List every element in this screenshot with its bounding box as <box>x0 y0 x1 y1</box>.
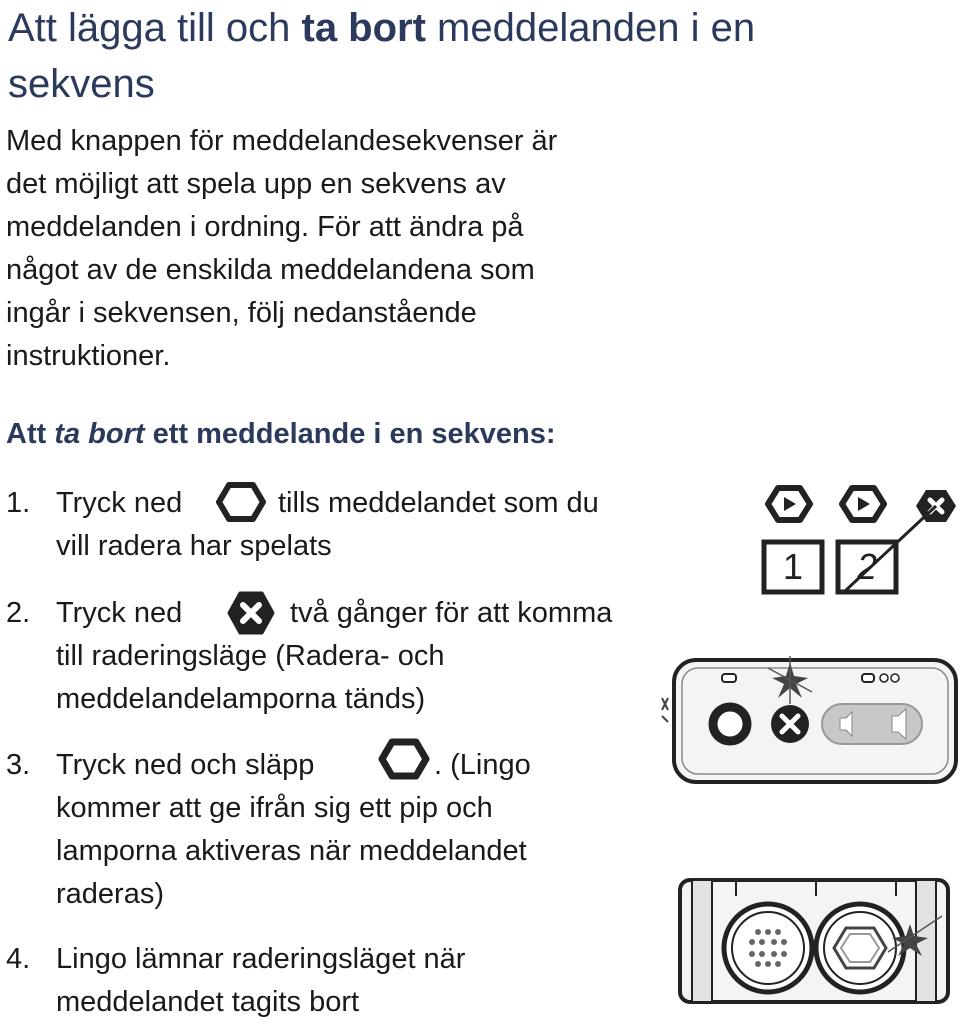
speaker-grille <box>724 904 812 992</box>
play-hexagon-icon <box>768 488 810 520</box>
record-button <box>713 707 747 741</box>
step-number: 4. <box>6 943 31 975</box>
intro-line: meddelanden i ordning. För att ändra på <box>6 211 524 243</box>
sequence-box-label-1: 1 <box>782 546 804 587</box>
device-control-panel-illustration <box>660 654 960 784</box>
step-text-line4: raderas) <box>56 878 164 910</box>
step-3 <box>6 744 696 924</box>
page-title <box>8 0 948 112</box>
step-text: Lingo lämnar raderingsläget när <box>56 943 466 975</box>
step-2 <box>6 592 696 722</box>
device-bottom-illustration <box>676 876 952 1004</box>
subhead-italic: ta bort <box>54 418 145 450</box>
step-text: Tryck ned <box>56 487 183 519</box>
step-text-line2: till raderingsläge (Radera- och <box>56 640 445 672</box>
step-text-line3: lamporna aktiveras när meddelandet <box>56 835 527 867</box>
title-line2: sekvens <box>8 62 155 106</box>
intro-line: ingår i sekvensen, följ nedanstående <box>6 297 477 329</box>
intro-line: det möjligt att spela upp en sekvens av <box>6 168 506 200</box>
intro-line: något av de enskilda meddelandena som <box>6 254 535 286</box>
step-text-continued: . (Lingo <box>434 749 531 781</box>
subhead-post: ett meddelande i en sekvens: <box>144 418 556 450</box>
step-1 <box>6 482 686 572</box>
step-text-line2: vill radera har spelats <box>56 530 332 562</box>
step-text: Tryck ned <box>56 597 183 629</box>
subhead-pre: Att <box>6 418 55 450</box>
title-part2: meddelanden i en <box>425 6 756 50</box>
sequence-box-label-2: 2 <box>856 546 878 587</box>
hexagon-button-icon <box>378 738 430 780</box>
play-hexagon-icon <box>842 488 884 520</box>
step-text-line2: meddelandet tagits bort <box>56 986 360 1018</box>
step-text-line3: meddelandelamporna tänds) <box>56 683 426 715</box>
step-text-line2: kommer att ge ifrån sig ett pip och <box>56 792 493 824</box>
lamp-left <box>722 674 736 682</box>
delete-x-button-icon <box>226 590 276 636</box>
step-4 <box>6 938 696 1024</box>
intro-line: Med knappen för meddelandesekvenser är <box>6 125 558 157</box>
title-bold: ta bort <box>301 6 426 50</box>
step-text-continued: tills meddelandet som du <box>278 487 599 519</box>
volume-slider <box>822 704 922 744</box>
step-number: 1. <box>6 487 31 519</box>
sequence-illustration <box>756 480 960 600</box>
step-number: 3. <box>6 749 31 781</box>
intro-line: instruktioner. <box>6 340 171 372</box>
intro-paragraph <box>6 120 696 378</box>
section-heading <box>6 418 556 451</box>
step-text-continued: två gånger för att komma <box>290 597 613 629</box>
step-number: 2. <box>6 597 31 629</box>
step-text: Tryck ned och släpp <box>56 749 315 781</box>
hexagon-button-icon <box>216 482 266 522</box>
title-part1: Att lägga till och <box>8 6 302 50</box>
